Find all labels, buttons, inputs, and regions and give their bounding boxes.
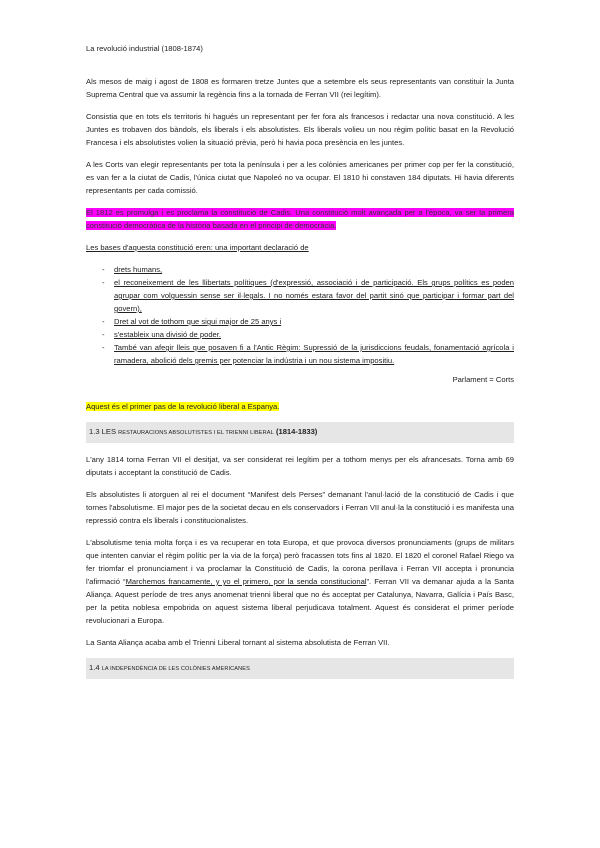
- document-page: [86, 42, 514, 689]
- paragraph-pronunciaments: [86, 536, 514, 627]
- list-item-text: el reconeixement de les llibertats polítiques (d'expressió, associació i de participació. Els grups polítics es poden agrupar com volguessin sense ser il·legals. I no només estara favor del partit sinó que participar i formar part del govern),: [114, 278, 514, 313]
- section-number: 1.4: [89, 663, 100, 672]
- paragraph-ferran-vii: L'any 1814 torna Ferran VII el desitjat, va ser considerat rei legítim per a tothom menys per els afrancesats. Torna amb 69 diputats i acceptant la constitució de Cadis.: [86, 455, 514, 477]
- paragraph-primer-pas: [86, 400, 514, 413]
- list-item: [86, 315, 514, 328]
- paragraph-representants: Consistia que en tots els territoris hi hagués un representant per fer fora als francesos i redactar una nova constitució. A les Juntes es trobaven dos bàndols, els liberals i els absolutistes. Els liberals volieu un nou règim polític basat en la Revolució Francesa i els absolutistes volien la situació prèvia, però hi havia poca presència en les juntes.: [86, 112, 514, 147]
- paragraph-text: L'absolutisme tenia molta força i es va recuperar en tota Europa, et que provoca diversos pronunciaments (grups de militars que intenten canviar el règim polític per la via de la força) però fracassen tots fins al 1820. El 1820 el coronel Rafael Riego va fer triomfar el pronunciament i va proclamar la Constitució de Cadis, la corona perillava i Ferran VII accepta i pronuncia l'afirmació “: [86, 538, 514, 586]
- list-item: [86, 276, 514, 315]
- section-heading-restauracions: [86, 422, 514, 443]
- highlight-constitucio: El 1812 es promulga i es proclama la constitució de Cadis. Una constitució molt avançada per a l'època, va ser la primera constitució democràtica de la història basada en el principi de democràcia.: [86, 208, 514, 230]
- section-caps-title: LA INDEPENDÈNCIA DE LES COLÒNIES AMERICANES: [101, 666, 250, 672]
- section-years: (1814-1833): [275, 427, 318, 436]
- section-caps-title: RESTAURACIONS ABSOLUTISTES I EL TRIENNI LIBERAL: [118, 430, 274, 436]
- paragraph-constitucio-1812: [86, 206, 514, 232]
- bases-list: [86, 263, 514, 367]
- list-item-text: s'estableix una divisió de poder.: [114, 330, 221, 339]
- section-heading-independencia: [86, 658, 514, 679]
- dash-bullet: -: [102, 278, 105, 287]
- list-item-text: Dret al vot de tothom que sigui major de 25 anys i: [114, 317, 282, 326]
- paragraph-absolutistes: Els absolutistes li atorguen al rei el document “Manifest dels Perses” demanant l'anul·lació de la constitució de Cadis i que tornes l'absolutisme. El major pes de la societat decau en els conservadors i Ferran VII anul·la la constitució i es manifesta una repressió contra els liberals i constitucionalistes.: [86, 490, 514, 525]
- paragraph-juntes: Als mesos de maig i agost de 1808 es formaren tretze Juntes que a setembre els seus representants van constituir la Junta Suprema Central que va assumir la regència fins a la tornada de Ferran VII (rei legítim).: [86, 77, 514, 99]
- dash-bullet: -: [102, 343, 105, 352]
- paragraph-santa-alianca: La Santa Aliança acaba amb el Trienni Liberal tornant al sistema absolutista de Ferran VII.: [86, 638, 390, 647]
- list-item: [86, 328, 514, 341]
- list-item-text: També van afegir lleis que posaven fi a l'Antic Règim: Supressió de la jurisdiccions feudals, fonamentació agrícola i ramadera, abolició dels gremis per potenciar la indústria i un nou sistema impositiu.: [114, 343, 514, 365]
- paragraph-text: ”. Ferran VII va demanar ajuda a la Santa Aliança. Aquest període de tres anys anomenat trienni liberal que no és acceptat per Catalunya, Navarra, Galícia i País Basc, per la petita noblesa empobrida on aquest sistema liberal perjudicava totalment. Aquest és considerat el primer període revolucionari a Europa.: [86, 577, 514, 625]
- dash-bullet: -: [102, 317, 105, 326]
- parlament-note: Parlament = Corts: [452, 375, 514, 384]
- section-number: 1.3 LES: [89, 427, 117, 436]
- paragraph-corts: A les Corts van elegir representants per tota la península i per a les colònies americanes per primer cop per fer la constitució, es van fer a la ciutat de Cadis, l'única ciutat que Napoleó no va ocupar. El 1810 hi constaven 184 diputats. Hi havia diferents representants per cada comissió.: [86, 160, 514, 195]
- list-item-text: drets humans,: [114, 265, 163, 274]
- quote-marchemos: Marchemos francamente, y yo el primero, por la senda constitucional: [125, 577, 367, 586]
- dash-bullet: -: [102, 265, 105, 274]
- list-item: [86, 341, 514, 367]
- list-item: [86, 263, 514, 276]
- bases-heading: Les bases d'aquesta constitució eren: una important declaració de: [86, 243, 309, 252]
- dash-bullet: -: [102, 330, 105, 339]
- document-title: La revolució industrial (1808-1874): [86, 44, 203, 53]
- highlight-primer-pas: Aquest és el primer pas de la revolució liberal a Espanya.: [86, 402, 280, 411]
